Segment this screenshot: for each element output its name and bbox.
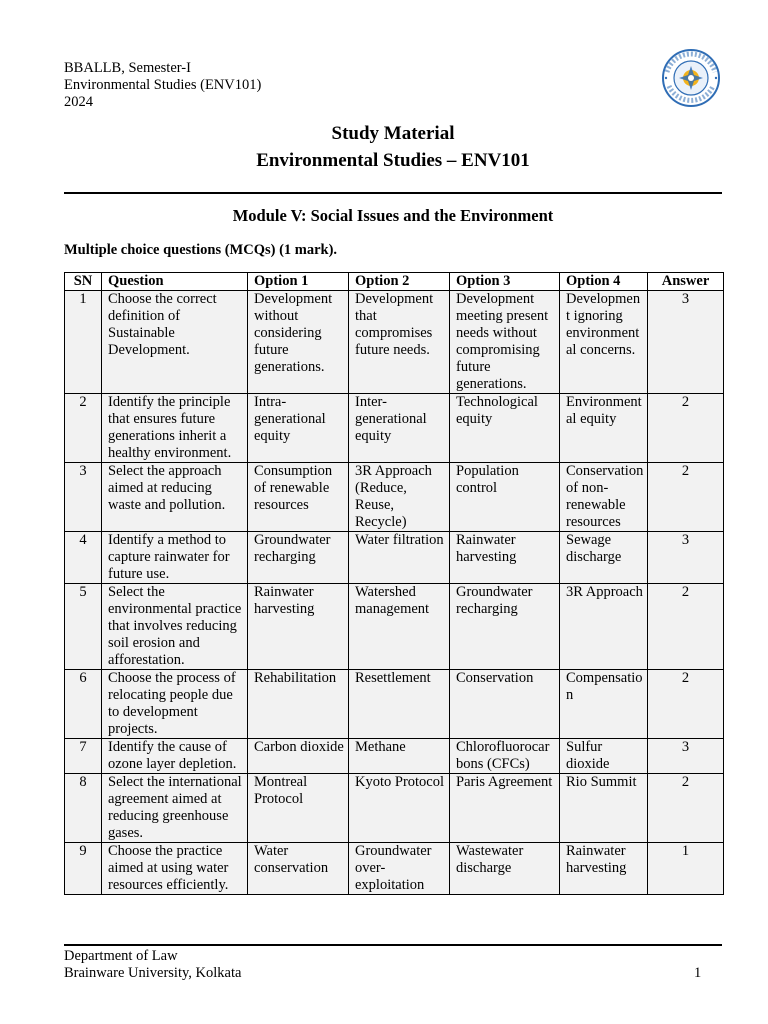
option-cell: Population control — [450, 463, 560, 532]
question-cell: Choose the practice aimed at using water resources efficiently. — [102, 843, 248, 895]
question-cell: Choose the correct definition of Sustainable Development. — [102, 291, 248, 394]
answer-cell: 1 — [648, 843, 724, 895]
option-cell: Sewage discharge — [560, 532, 648, 584]
option-cell: Groundwater recharging — [450, 584, 560, 670]
option-cell: Carbon dioxide — [248, 739, 349, 774]
option-cell: Rio Summit — [560, 774, 648, 843]
university-logo-icon — [657, 48, 725, 108]
option-cell: Rainwater harvesting — [248, 584, 349, 670]
option-cell: Development without considering future generations. — [248, 291, 349, 394]
question-cell: Select the approach aimed at reducing waste and pollution. — [102, 463, 248, 532]
table-row — [65, 532, 724, 584]
option-cell: Conservation of non-renewable resources — [560, 463, 648, 532]
option-cell: Wastewater discharge — [450, 843, 560, 895]
question-cell: Select the international agreement aimed at reducing greenhouse gases. — [102, 774, 248, 843]
column-header: Answer — [648, 273, 724, 291]
question-cell: Select the environmental practice that involves reducing soil erosion and afforestation. — [102, 584, 248, 670]
column-header: Option 3 — [450, 273, 560, 291]
document-footer — [64, 948, 241, 982]
option-cell: 3R Approach — [560, 584, 648, 670]
title-line-2: Environmental Studies – ENV101 — [256, 150, 530, 171]
title-line-1: Study Material — [331, 123, 455, 144]
option-cell: Methane — [349, 739, 450, 774]
option-cell: Groundwater recharging — [248, 532, 349, 584]
option-cell: Development that compromises future needs. — [349, 291, 450, 394]
table-header-row — [65, 273, 724, 291]
option-cell: Development ignoring environmental concerns. — [560, 291, 648, 394]
sn-cell: 3 — [65, 463, 102, 532]
sn-cell: 8 — [65, 774, 102, 843]
sn-cell: 5 — [65, 584, 102, 670]
module-title: Module V: Social Issues and the Environment — [232, 206, 554, 225]
sn-cell: 9 — [65, 843, 102, 895]
sn-cell: 2 — [65, 394, 102, 463]
option-cell: Water filtration — [349, 532, 450, 584]
option-cell: Watershed management — [349, 584, 450, 670]
option-cell: Intra-generational equity — [248, 394, 349, 463]
question-cell: Identify a method to capture rainwater for future use. — [102, 532, 248, 584]
course-line: BBALLB, Semester-I — [64, 60, 191, 76]
table-row — [65, 291, 724, 394]
answer-cell: 2 — [648, 394, 724, 463]
table-row — [65, 670, 724, 739]
option-cell: Consumption of renewable resources — [248, 463, 349, 532]
university-line: Brainware University, Kolkata — [64, 965, 242, 981]
column-header: Question — [102, 273, 248, 291]
answer-cell: 2 — [648, 774, 724, 843]
option-cell: Water conservation — [248, 843, 349, 895]
table-row — [65, 394, 724, 463]
answer-cell: 3 — [648, 739, 724, 774]
option-cell: Environmental equity — [560, 394, 648, 463]
column-header: Option 1 — [248, 273, 349, 291]
table-row — [65, 843, 724, 895]
option-cell: Kyoto Protocol — [349, 774, 450, 843]
option-cell: Sulfur dioxide — [560, 739, 648, 774]
document-title — [64, 120, 722, 174]
question-cell: Identify the principle that ensures future generations inherit a healthy environment. — [102, 394, 248, 463]
subject-line: Environmental Studies (ENV101) — [64, 77, 262, 93]
sn-cell: 7 — [65, 739, 102, 774]
option-cell: Paris Agreement — [450, 774, 560, 843]
answer-cell: 3 — [648, 532, 724, 584]
header-divider — [64, 192, 722, 194]
sn-cell: 4 — [65, 532, 102, 584]
answer-cell: 2 — [648, 670, 724, 739]
sn-cell: 6 — [65, 670, 102, 739]
answer-cell: 2 — [648, 463, 724, 532]
footer-divider — [64, 944, 722, 946]
mcq-table — [64, 272, 724, 895]
option-cell: Inter-generational equity — [349, 394, 450, 463]
column-header: Option 2 — [349, 273, 450, 291]
department-line: Department of Law — [64, 948, 178, 964]
table-row — [65, 584, 724, 670]
option-cell: 3R Approach (Reduce, Reuse, Recycle) — [349, 463, 450, 532]
question-cell: Identify the cause of ozone layer depletion. — [102, 739, 248, 774]
option-cell: Rainwater harvesting — [560, 843, 648, 895]
column-header: Option 4 — [560, 273, 648, 291]
year-line: 2024 — [64, 94, 93, 110]
option-cell: Resettlement — [349, 670, 450, 739]
answer-cell: 3 — [648, 291, 724, 394]
option-cell: Montreal Protocol — [248, 774, 349, 843]
option-cell: Compensation — [560, 670, 648, 739]
option-cell: Conservation — [450, 670, 560, 739]
option-cell: Rehabilitation — [248, 670, 349, 739]
table-row — [65, 463, 724, 532]
option-cell: Chlorofluorocarbons (CFCs) — [450, 739, 560, 774]
option-cell: Development meeting present needs without compromising future generations. — [450, 291, 560, 394]
mcq-heading: Multiple choice questions (MCQs) (1 mark). — [64, 242, 338, 258]
table-row — [65, 774, 724, 843]
option-cell: Groundwater over-exploitation — [349, 843, 450, 895]
table-row — [65, 739, 724, 774]
answer-cell: 2 — [648, 584, 724, 670]
question-cell: Choose the process of relocating people due to development projects. — [102, 670, 248, 739]
option-cell: Technological equity — [450, 394, 560, 463]
column-header: SN — [65, 273, 102, 291]
page-number: 1 — [694, 965, 702, 981]
document-header — [64, 60, 261, 111]
option-cell: Rainwater harvesting — [450, 532, 560, 584]
sn-cell: 1 — [65, 291, 102, 394]
